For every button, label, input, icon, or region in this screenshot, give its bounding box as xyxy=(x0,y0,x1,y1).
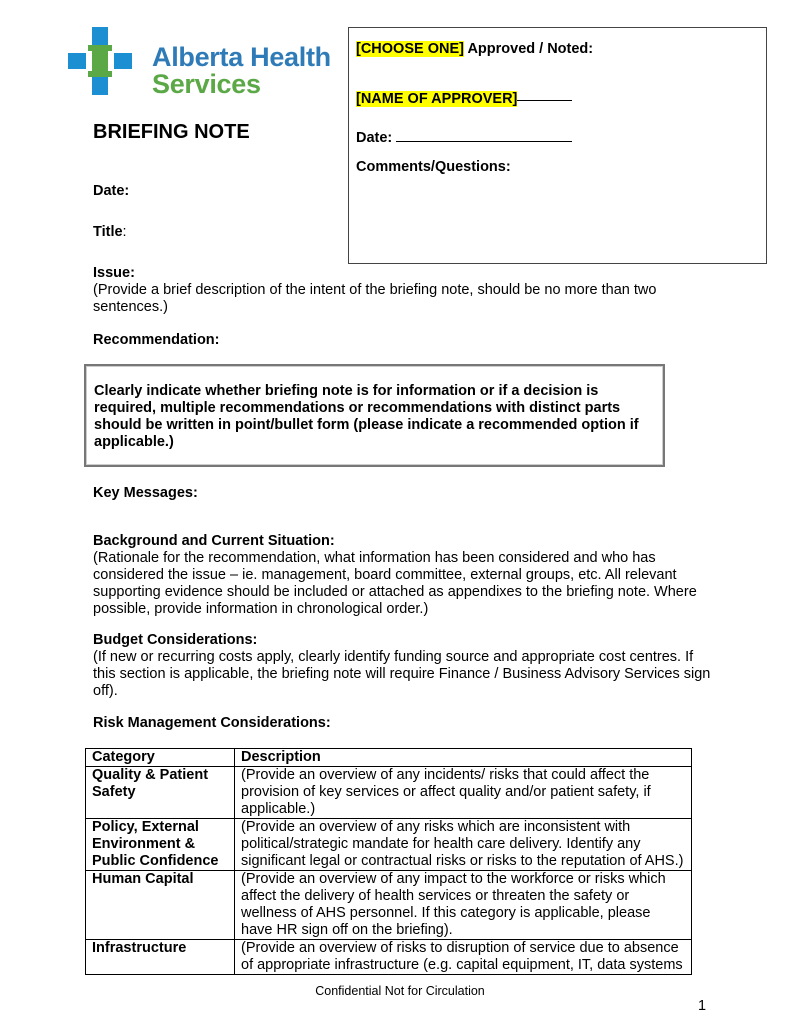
logo-line-1: Alberta Health xyxy=(152,42,331,72)
title-colon: : xyxy=(122,224,127,240)
background-heading: Background and Current Situation: xyxy=(93,533,335,549)
approval-date-row xyxy=(356,129,572,147)
budget-section xyxy=(93,632,713,700)
risk-category: Human Capital xyxy=(86,871,235,940)
approval-date-label: Date: xyxy=(356,130,393,146)
approval-status-line xyxy=(356,41,593,58)
category-header: Category xyxy=(86,749,235,767)
background-section xyxy=(93,533,713,618)
recommendation-box xyxy=(84,364,665,467)
recommendation-heading: Recommendation: xyxy=(93,332,220,348)
table-row xyxy=(86,940,692,975)
ahs-logo-mark xyxy=(68,27,140,99)
ahs-logo-text xyxy=(152,44,331,98)
confidential-footer: Confidential Not for Circulation xyxy=(315,984,485,998)
recommendation-text: Clearly indicate whether briefing note is for information or if a decision is required, multiple recommendations or recommendations with distinct parts should be written in point/bullet form (please indicate a recommended option if applicable.) xyxy=(94,383,639,450)
key-messages-heading: Key Messages: xyxy=(93,485,198,501)
risk-category: Policy, External Environment & Public Confidence xyxy=(86,819,235,871)
budget-text: (If new or recurring costs apply, clearly identify funding source and appropriate cost centres. If this section is applicable, the briefing note will require Finance / Business Advisory Services sign off). xyxy=(93,649,711,699)
risk-description: (Provide an overview of any impact to the workforce or risks which affect the delivery of health services or threaten the safety or wellness of AHS personnel. If this category is applicable, please have HR sign off on the briefing). xyxy=(235,871,692,940)
approver-name-placeholder[interactable]: [NAME OF APPROVER] xyxy=(356,91,518,107)
page-number: 1 xyxy=(698,998,707,1014)
approver-name-line xyxy=(356,91,517,108)
approval-box xyxy=(348,27,767,264)
comments-label: Comments/Questions: xyxy=(356,159,511,175)
issue-section xyxy=(93,265,713,316)
budget-heading: Budget Considerations: xyxy=(93,632,258,648)
approval-date-field[interactable] xyxy=(396,129,572,142)
risk-description: (Provide an overview of risks to disruption of service due to absence of appropriate infrastructure (e.g. capital equipment, IT, data systems xyxy=(235,940,692,975)
description-header: Description xyxy=(235,749,692,767)
logo-line-2: Services xyxy=(152,69,261,99)
table-row xyxy=(86,871,692,940)
title-label: Title xyxy=(93,224,123,240)
document-title: BRIEFING NOTE xyxy=(93,121,250,143)
choose-one-placeholder[interactable]: [CHOOSE ONE] xyxy=(356,41,464,57)
date-label: Date: xyxy=(93,183,130,199)
risk-description: (Provide an overview of any incidents/ risks that could affect the provision of key services or affect quality and/or patient safety, if applicable.) xyxy=(235,767,692,819)
risk-heading: Risk Management Considerations: xyxy=(93,715,331,731)
risk-table-header xyxy=(86,749,692,767)
risk-category: Quality & Patient Safety xyxy=(86,767,235,819)
table-row xyxy=(86,767,692,819)
risk-description: (Provide an overview of any risks which are inconsistent with political/strategic mandate for health care delivery. Identify any significant legal or contractual risks or risks to the reputation of AHS.) xyxy=(235,819,692,871)
issue-text: (Provide a brief description of the intent of the briefing note, should be no more than two sentences.) xyxy=(93,282,657,315)
issue-heading: Issue: xyxy=(93,265,135,281)
risk-table xyxy=(85,748,692,975)
title-field-label xyxy=(93,224,127,241)
background-text: (Rationale for the recommendation, what information has been considered and who has considered the issue – ie. management, board committee, external groups, etc. All relevant supporting evidence should be included or attached as appendixes to the briefing note. Where possible, provide information in chronological order.) xyxy=(93,550,697,617)
risk-category: Infrastructure xyxy=(86,940,235,975)
approved-noted-label: Approved / Noted: xyxy=(463,41,594,57)
table-row xyxy=(86,819,692,871)
